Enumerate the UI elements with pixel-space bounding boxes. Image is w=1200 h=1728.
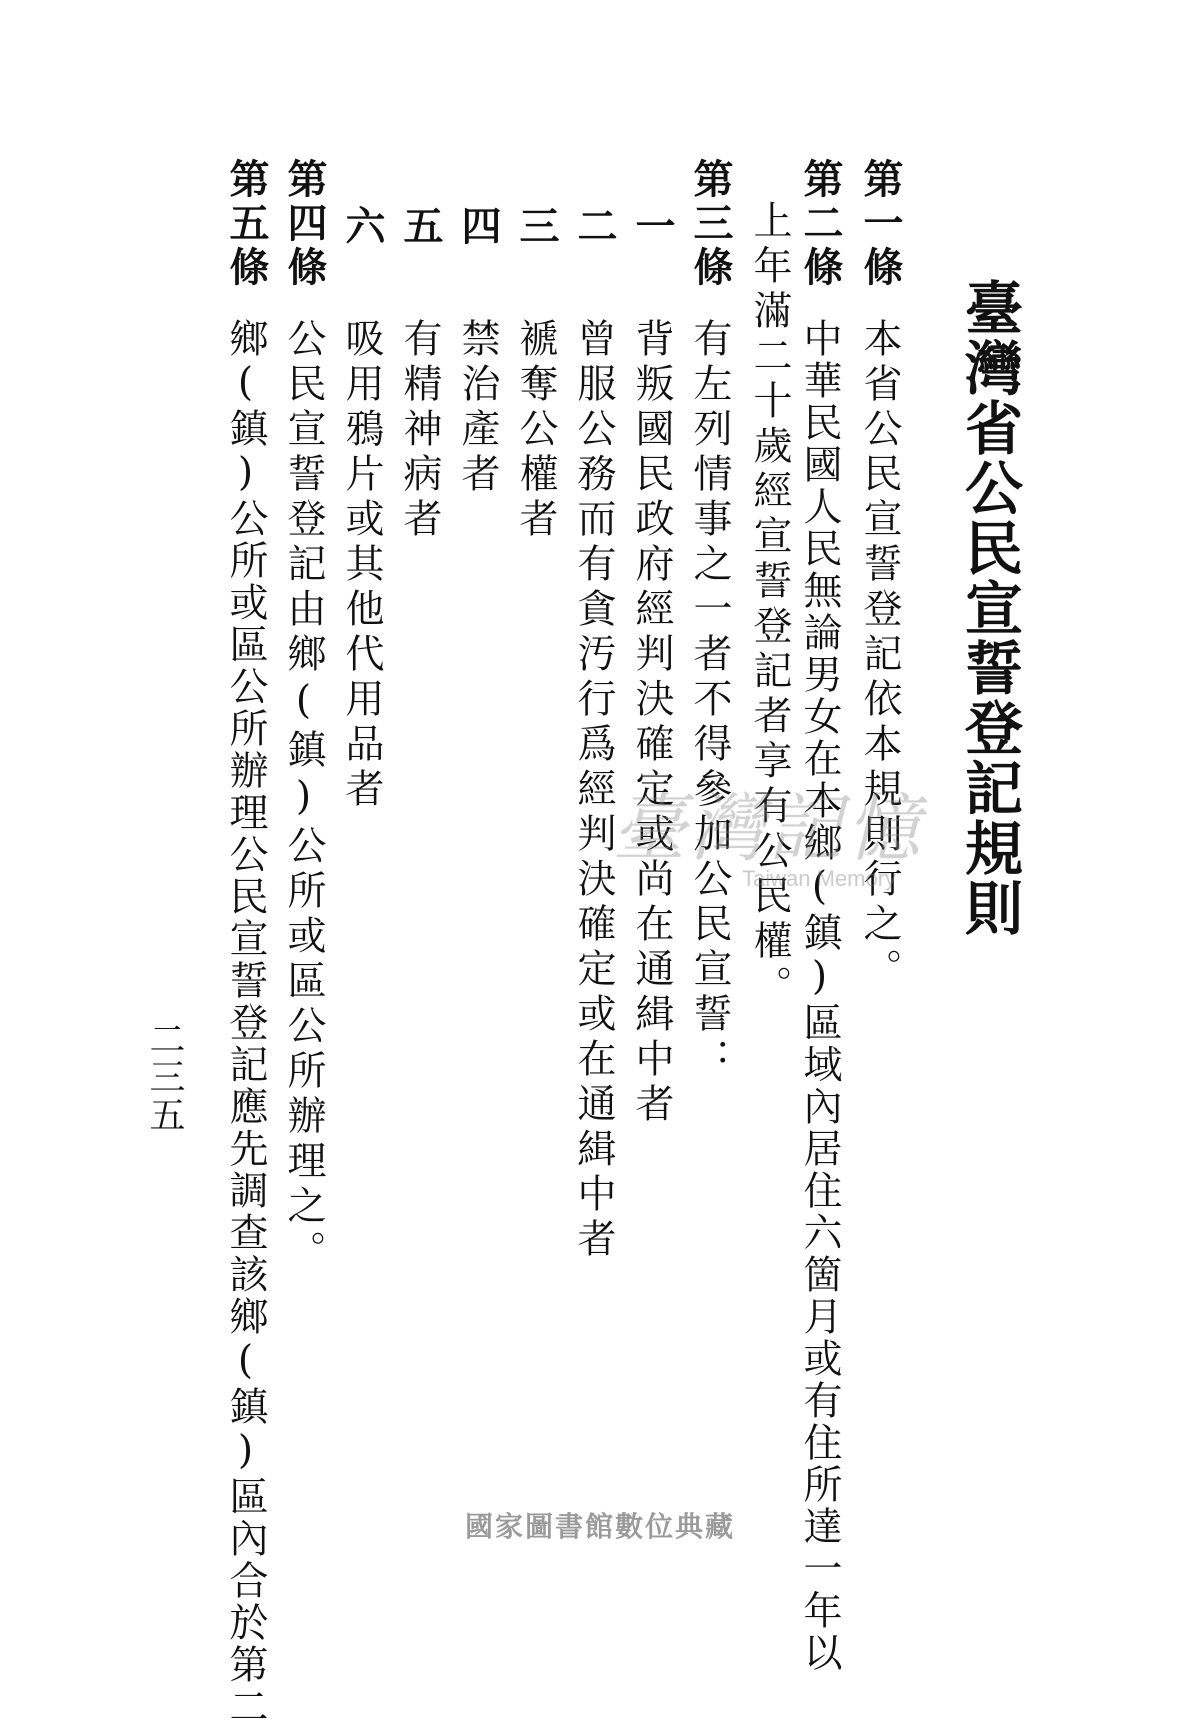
page-number: 二三五 (144, 1020, 185, 1134)
article-3-label: 第三條 (687, 158, 733, 290)
article-4-text: 公民宣誓登記由鄉(鎮)公所或區公所辦理之。 (281, 318, 326, 1275)
item-4-number: 四 (455, 205, 501, 249)
item-2-text: 曾服公務而有貪汚行爲經判決確定或在通緝中者 (571, 318, 616, 1263)
article-2-label: 第二條 (797, 158, 843, 290)
article-2-text-line-1: 中華民國人民無論男女在本鄉(鎮)區域內居住六箇月或有住所達一年以 (797, 318, 842, 1674)
article-2-text-line-2: 上年滿二十歲經宣誓登記者享有公民權。 (747, 200, 792, 1010)
item-1-text: 背叛國民政府經判決確定或尚在通緝中者 (629, 318, 674, 1128)
article-3-text: 有左列情事之一者不得參加公民宣誓： (687, 318, 732, 1083)
item-1-number: 一 (629, 205, 675, 249)
article-5-text: 鄉(鎮)公所或區公所辦理公民宣誓登記應先調查該鄉(鎮)區內合於第二 (223, 318, 268, 1728)
article-4-label: 第四條 (281, 158, 327, 290)
item-5-number: 五 (397, 205, 443, 249)
article-1-label: 第一條 (857, 158, 903, 290)
watermark-chinese: 臺灣記憶 (612, 786, 924, 872)
watermark-english: Taiwan Memory (742, 866, 897, 891)
footer-caption: 國家圖書館數位典藏 (464, 1510, 735, 1543)
item-5-text: 有精神病者 (397, 318, 442, 543)
item-3-text: 褫奪公權者 (513, 318, 558, 543)
article-5-label: 第五條 (223, 158, 269, 290)
item-4-text: 禁治產者 (455, 318, 500, 498)
item-2-number: 二 (571, 205, 617, 249)
item-3-number: 三 (513, 205, 559, 249)
article-1-text: 本省公民宣誓登記依本規則行之。 (857, 318, 902, 993)
item-6-text: 吸用鴉片或其他代用品者 (339, 318, 384, 813)
document-title: 臺灣省公民宣誓登記規則 (955, 278, 1023, 938)
item-6-number: 六 (339, 205, 385, 249)
